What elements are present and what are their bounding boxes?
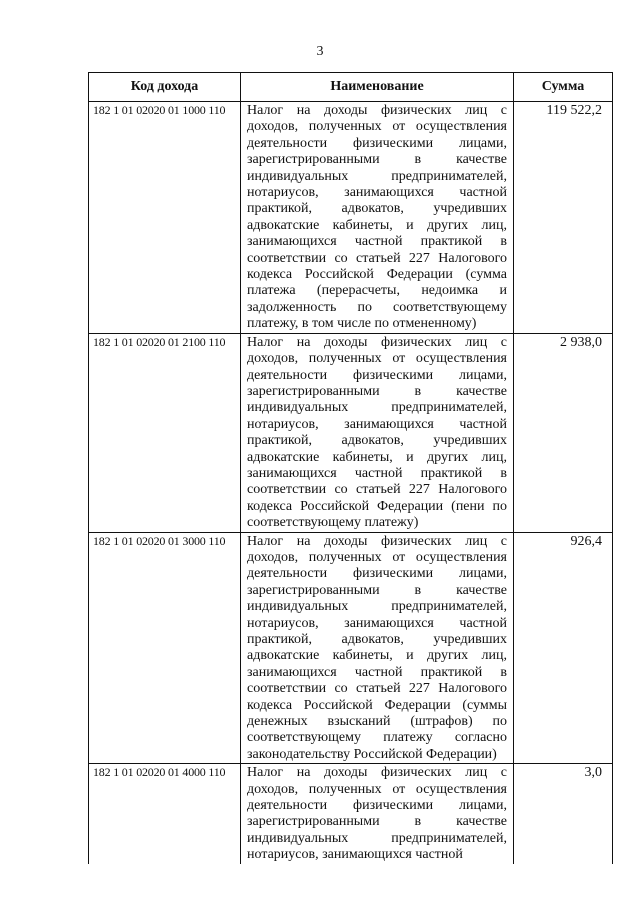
table-row [89,532,613,764]
header-sum: Сумма [514,73,613,102]
income-sum-cell: 119 522,2 [514,102,613,334]
table-header-row [89,73,613,102]
income-name-cell: Налог на доходы физических лиц с доходов, полученных от осуществления деятельности физическими лицами, зарегистрированными в качестве индивидуальных предпринимателей, нотариусов, занимающихся частной практикой, адвокатов, учредивших адвокатские кабинеты, и других лиц, занимающихся частной практикой в соответствии со статьей 227 Налогового кодекса Российской Федерации (сумма платежа (перерасчеты, недоимка и задолженность по соответствующему платежу, в том числе по отмененному) [241,102,514,334]
income-name-cell: Налог на доходы физических лиц с доходов, полученных от осуществления деятельности физическими лицами, зарегистрированными в качестве индивидуальных предпринимателей, нотариусов, занимающихся частной практикой, адвокатов, учредивших адвокатские кабинеты, и других лиц, занимающихся частной практикой в соответствии со статьей 227 Налогового кодекса Российской Федерации (суммы денежных взысканий (штрафов) по соответствующему платежу согласно законодательству Российской Федерации) [241,532,514,764]
income-code-cell: 182 1 01 02020 01 1000 110 [89,102,241,334]
income-code-cell: 182 1 01 02020 01 4000 110 [89,764,241,864]
header-name: Наименование [241,73,514,102]
income-name-cell: Налог на доходы физических лиц с доходов, полученных от осуществления деятельности физическими лицами, зарегистрированными в качестве индивидуальных предпринимателей, нотариусов, занимающихся частной [241,764,514,864]
header-income-code: Код дохода [89,73,241,102]
page-number: 3 [316,44,324,59]
income-code-cell: 182 1 01 02020 01 2100 110 [89,333,241,532]
income-sum-cell: 2 938,0 [514,333,613,532]
income-code-cell: 182 1 01 02020 01 3000 110 [89,532,241,764]
table-row [89,333,613,532]
table-row [89,102,613,334]
income-table [88,72,613,864]
income-sum-cell: 926,4 [514,532,613,764]
income-name-cell: Налог на доходы физических лиц с доходов, полученных от осуществления деятельности физическими лицами, зарегистрированными в качестве индивидуальных предпринимателей, нотариусов, занимающихся частной практикой, адвокатов, учредивших адвокатские кабинеты, и других лиц, занимающихся частной практикой в соответствии со статьей 227 Налогового кодекса Российской Федерации (пени по соответствующему платежу) [241,333,514,532]
income-sum-cell: 3,0 [514,764,613,864]
table-row [89,764,613,864]
